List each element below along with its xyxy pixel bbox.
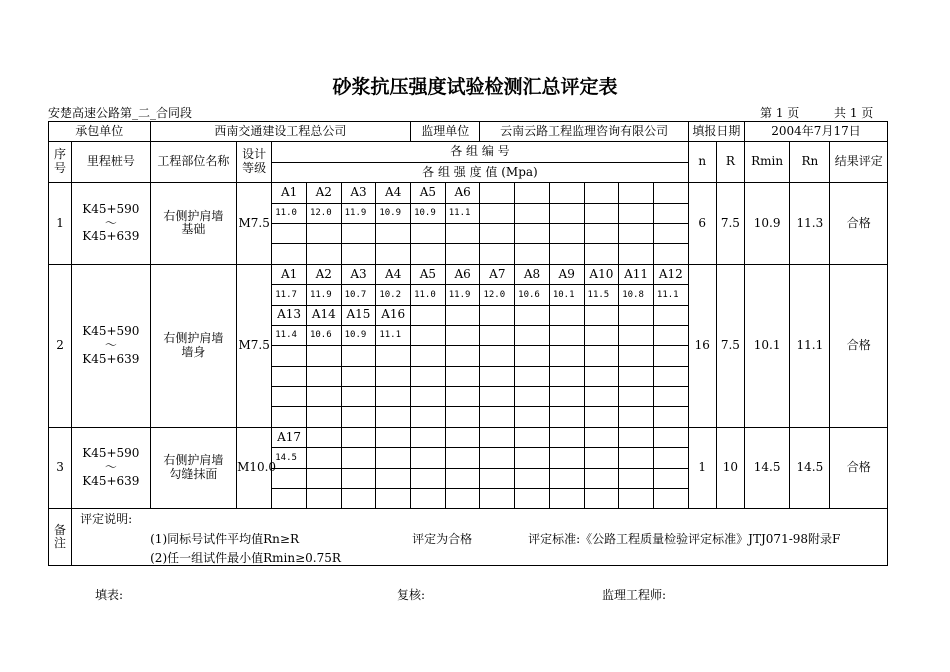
group-id-cell: A10 xyxy=(584,264,619,284)
group-id-cell: A5 xyxy=(411,183,446,203)
empty-cell xyxy=(411,387,446,407)
strength-value-cell xyxy=(341,448,376,468)
entry-station xyxy=(72,183,150,265)
entry-result: 合格 xyxy=(830,183,888,265)
empty-cell xyxy=(515,407,550,427)
group-id-cell xyxy=(584,427,619,447)
strength-value-cell xyxy=(619,203,654,223)
group-id-cell: A5 xyxy=(411,264,446,284)
empty-cell xyxy=(549,489,584,509)
empty-cell xyxy=(549,223,584,243)
strength-value-cell xyxy=(619,448,654,468)
entry-rn: 14.5 xyxy=(790,427,830,509)
entry-rmin: 14.5 xyxy=(745,427,790,509)
station-to: K45+639 xyxy=(82,474,140,489)
entry-rmin: 10.1 xyxy=(745,264,790,427)
empty-cell xyxy=(376,244,411,264)
empty-cell xyxy=(341,244,376,264)
empty-cell xyxy=(445,223,480,243)
strength-value-cell xyxy=(619,325,654,345)
entry-seq: 2 xyxy=(49,264,72,427)
entry-n: 16 xyxy=(688,264,716,427)
empty-cell xyxy=(515,223,550,243)
group-id-cell: A13 xyxy=(272,305,307,325)
strength-value-cell: 10.1 xyxy=(549,285,584,305)
station-to: K45+639 xyxy=(82,229,140,244)
empty-cell xyxy=(272,489,307,509)
empty-cell xyxy=(480,223,515,243)
strength-value-cell: 11.9 xyxy=(341,203,376,223)
group-id-cell xyxy=(619,183,654,203)
empty-cell xyxy=(445,387,480,407)
strength-value-cell xyxy=(584,203,619,223)
empty-cell xyxy=(306,407,341,427)
empty-cell xyxy=(376,346,411,366)
summary-table xyxy=(48,121,888,566)
empty-cell xyxy=(619,468,654,488)
empty-cell xyxy=(584,387,619,407)
contractor-value: 西南交通建设工程总公司 xyxy=(150,122,411,142)
empty-cell xyxy=(480,468,515,488)
empty-cell xyxy=(584,346,619,366)
entry-grade: M7.5 xyxy=(237,183,272,265)
group-id-cell xyxy=(619,427,654,447)
supervisor-label: 监理单位 xyxy=(411,122,480,142)
empty-cell xyxy=(376,223,411,243)
group-id-cell xyxy=(549,183,584,203)
strength-value-cell: 14.5 xyxy=(272,448,307,468)
group-id-cell: A2 xyxy=(306,183,341,203)
empty-cell xyxy=(549,366,584,386)
strength-value-cell: 10.7 xyxy=(341,285,376,305)
strength-value-cell: 11.9 xyxy=(445,285,480,305)
empty-cell xyxy=(306,468,341,488)
strength-value-cell xyxy=(653,448,688,468)
group-id-cell xyxy=(653,183,688,203)
strength-value-cell xyxy=(584,448,619,468)
group-id-cell: A16 xyxy=(376,305,411,325)
group-id-cell: A2 xyxy=(306,264,341,284)
empty-cell xyxy=(341,468,376,488)
header-part: 工程部位名称 xyxy=(150,142,236,183)
page-number: 第 1 页 xyxy=(760,106,800,120)
empty-cell xyxy=(272,346,307,366)
strength-value-cell xyxy=(653,325,688,345)
strength-value-cell xyxy=(480,325,515,345)
empty-cell xyxy=(515,366,550,386)
empty-cell xyxy=(619,223,654,243)
empty-cell xyxy=(515,346,550,366)
date-label: 填报日期 xyxy=(688,122,744,142)
group-id-cell xyxy=(549,305,584,325)
group-id-cell xyxy=(480,183,515,203)
strength-value-cell: 11.1 xyxy=(653,285,688,305)
page-title: 砂浆抗压强度试验检测汇总评定表 xyxy=(332,76,618,98)
empty-cell xyxy=(445,407,480,427)
empty-cell xyxy=(272,407,307,427)
empty-cell xyxy=(411,468,446,488)
empty-cell xyxy=(306,244,341,264)
group-id-cell xyxy=(653,427,688,447)
empty-cell xyxy=(653,346,688,366)
group-id-cell: A8 xyxy=(515,264,550,284)
strength-value-cell: 10.9 xyxy=(411,203,446,223)
entry-part: 右侧护肩墙墙身 xyxy=(150,264,236,427)
entry-rmin: 10.9 xyxy=(745,183,790,265)
header-n: n xyxy=(688,142,716,183)
entry-rn: 11.1 xyxy=(790,264,830,427)
empty-cell xyxy=(480,407,515,427)
empty-cell xyxy=(584,366,619,386)
empty-cell xyxy=(653,489,688,509)
remarks-verdict: 评定为合格 xyxy=(412,532,473,547)
empty-cell xyxy=(306,223,341,243)
empty-cell xyxy=(619,244,654,264)
empty-cell xyxy=(411,407,446,427)
empty-cell xyxy=(341,366,376,386)
empty-cell xyxy=(376,468,411,488)
empty-cell xyxy=(272,387,307,407)
strength-value-cell xyxy=(584,325,619,345)
strength-value-cell: 11.5 xyxy=(584,285,619,305)
entry-seq: 1 xyxy=(49,183,72,265)
group-id-cell xyxy=(515,305,550,325)
remarks-line-1: (1)同标号试件平均值Rn≥R xyxy=(150,532,299,547)
empty-cell xyxy=(306,489,341,509)
empty-cell xyxy=(515,489,550,509)
signature-filler: 填表: xyxy=(95,588,124,602)
empty-cell xyxy=(445,489,480,509)
empty-cell xyxy=(445,366,480,386)
date-value: 2004年7月17日 xyxy=(745,122,888,142)
empty-cell xyxy=(653,223,688,243)
header-result: 结果评定 xyxy=(830,142,888,183)
empty-cell xyxy=(411,366,446,386)
empty-cell xyxy=(549,407,584,427)
strength-value-cell xyxy=(549,325,584,345)
header-station: 里程桩号 xyxy=(72,142,150,183)
empty-cell xyxy=(306,366,341,386)
group-id-cell: A14 xyxy=(306,305,341,325)
strength-value-cell: 10.6 xyxy=(306,325,341,345)
group-id-cell: A7 xyxy=(480,264,515,284)
header-group-no: 各 组 编 号 xyxy=(272,142,688,162)
empty-cell xyxy=(584,407,619,427)
empty-cell xyxy=(549,468,584,488)
strength-value-cell xyxy=(411,448,446,468)
remarks-line-2: (2)任一组试件最小值Rmin≥0.75R xyxy=(150,551,341,566)
group-id-cell: A17 xyxy=(272,427,307,447)
strength-value-cell xyxy=(480,203,515,223)
strength-value-cell xyxy=(306,448,341,468)
contractor-label: 承包单位 xyxy=(49,122,151,142)
group-id-cell: A4 xyxy=(376,264,411,284)
header-r: R xyxy=(716,142,744,183)
group-id-cell xyxy=(515,427,550,447)
empty-cell xyxy=(376,366,411,386)
group-id-cell: A1 xyxy=(272,183,307,203)
strength-value-cell xyxy=(515,203,550,223)
group-id-cell: A6 xyxy=(445,183,480,203)
empty-cell xyxy=(480,244,515,264)
header-grade: 设计等级 xyxy=(237,142,272,183)
strength-value-cell: 12.0 xyxy=(306,203,341,223)
empty-cell xyxy=(549,346,584,366)
group-id-cell: A3 xyxy=(341,183,376,203)
empty-cell xyxy=(272,468,307,488)
empty-cell xyxy=(445,244,480,264)
group-id-cell xyxy=(445,427,480,447)
empty-cell xyxy=(515,244,550,264)
entry-result: 合格 xyxy=(830,264,888,427)
empty-cell xyxy=(341,387,376,407)
group-id-cell xyxy=(480,305,515,325)
entry-r: 10 xyxy=(716,427,744,509)
strength-value-cell xyxy=(515,325,550,345)
remarks-content xyxy=(72,509,888,566)
strength-value-cell xyxy=(445,325,480,345)
group-id-cell: A9 xyxy=(549,264,584,284)
entry-rn: 11.3 xyxy=(790,183,830,265)
group-id-cell xyxy=(306,427,341,447)
group-id-cell: A3 xyxy=(341,264,376,284)
remarks-standard: 评定标准:《公路工程质量检验评定标准》JTJ071-98附录F xyxy=(528,532,841,547)
group-id-cell: A4 xyxy=(376,183,411,203)
group-id-cell xyxy=(549,427,584,447)
empty-cell xyxy=(411,346,446,366)
group-id-cell xyxy=(584,183,619,203)
empty-cell xyxy=(341,223,376,243)
page-total: 共 1 页 xyxy=(834,106,874,120)
group-id-cell xyxy=(376,427,411,447)
strength-value-cell xyxy=(549,448,584,468)
table-row xyxy=(49,427,888,447)
entry-grade: M10.0 xyxy=(237,427,272,509)
supervisor-value: 云南云路工程监理咨询有限公司 xyxy=(480,122,688,142)
info-row xyxy=(49,122,888,142)
empty-cell xyxy=(411,244,446,264)
empty-cell xyxy=(480,346,515,366)
empty-cell xyxy=(445,468,480,488)
empty-cell xyxy=(515,387,550,407)
empty-cell xyxy=(653,366,688,386)
group-id-cell: A6 xyxy=(445,264,480,284)
empty-cell xyxy=(584,223,619,243)
group-id-cell xyxy=(411,427,446,447)
table-row xyxy=(49,183,888,203)
empty-cell xyxy=(376,489,411,509)
group-id-cell: A1 xyxy=(272,264,307,284)
empty-cell xyxy=(480,366,515,386)
empty-cell xyxy=(445,346,480,366)
header-rn: Rn xyxy=(790,142,830,183)
group-id-cell xyxy=(515,183,550,203)
group-id-cell: A15 xyxy=(341,305,376,325)
strength-value-cell xyxy=(376,448,411,468)
empty-cell xyxy=(272,223,307,243)
station-from: K45+590 xyxy=(82,324,140,339)
empty-cell xyxy=(653,468,688,488)
empty-cell xyxy=(653,244,688,264)
entry-n: 1 xyxy=(688,427,716,509)
strength-value-cell: 10.8 xyxy=(619,285,654,305)
station-from: K45+590 xyxy=(82,201,140,216)
empty-cell xyxy=(515,468,550,488)
table-row xyxy=(49,264,888,284)
strength-value-cell: 10.9 xyxy=(341,325,376,345)
empty-cell xyxy=(376,407,411,427)
group-id-cell xyxy=(653,305,688,325)
strength-value-cell: 11.1 xyxy=(445,203,480,223)
strength-value-cell: 11.1 xyxy=(376,325,411,345)
empty-cell xyxy=(619,366,654,386)
entry-part: 右侧护肩墙基础 xyxy=(150,183,236,265)
empty-cell xyxy=(619,346,654,366)
strength-value-cell: 11.4 xyxy=(272,325,307,345)
strength-value-cell: 12.0 xyxy=(480,285,515,305)
strength-value-cell: 11.0 xyxy=(272,203,307,223)
empty-cell xyxy=(584,244,619,264)
strength-value-cell xyxy=(549,203,584,223)
entry-result: 合格 xyxy=(830,427,888,509)
group-id-cell xyxy=(619,305,654,325)
group-id-cell: A11 xyxy=(619,264,654,284)
empty-cell xyxy=(619,387,654,407)
empty-cell xyxy=(619,407,654,427)
strength-value-cell: 11.0 xyxy=(411,285,446,305)
empty-cell xyxy=(480,489,515,509)
station-separator: ～ xyxy=(104,460,117,475)
empty-cell xyxy=(619,489,654,509)
header-strength: 各 组 强 度 值 (Mpa) xyxy=(272,162,688,182)
strength-value-cell xyxy=(480,448,515,468)
group-id-cell xyxy=(411,305,446,325)
strength-value-cell: 10.9 xyxy=(376,203,411,223)
station-from: K45+590 xyxy=(82,446,140,461)
signature-engineer: 监理工程师: xyxy=(602,588,667,602)
empty-cell xyxy=(306,387,341,407)
entry-r: 7.5 xyxy=(716,264,744,427)
entry-grade: M7.5 xyxy=(237,264,272,427)
empty-cell xyxy=(341,407,376,427)
group-id-cell xyxy=(480,427,515,447)
empty-cell xyxy=(480,387,515,407)
empty-cell xyxy=(549,387,584,407)
entry-n: 6 xyxy=(688,183,716,265)
station-to: K45+639 xyxy=(82,351,140,366)
group-id-cell: A12 xyxy=(653,264,688,284)
empty-cell xyxy=(341,489,376,509)
remarks-label: 备注 xyxy=(49,509,72,566)
empty-cell xyxy=(272,366,307,386)
empty-cell xyxy=(376,387,411,407)
entry-station xyxy=(72,427,150,509)
group-id-cell xyxy=(445,305,480,325)
empty-cell xyxy=(653,387,688,407)
strength-value-cell xyxy=(653,203,688,223)
empty-cell xyxy=(584,468,619,488)
empty-cell xyxy=(411,223,446,243)
entry-station xyxy=(72,264,150,427)
strength-value-cell: 10.6 xyxy=(515,285,550,305)
strength-value-cell xyxy=(515,448,550,468)
entry-r: 7.5 xyxy=(716,183,744,265)
station-separator: ～ xyxy=(104,215,117,230)
header-rmin: Rmin xyxy=(745,142,790,183)
empty-cell xyxy=(341,346,376,366)
header-seq: 序号 xyxy=(49,142,72,183)
strength-value-cell: 10.2 xyxy=(376,285,411,305)
empty-cell xyxy=(411,489,446,509)
empty-cell xyxy=(584,489,619,509)
station-separator: ～ xyxy=(104,337,117,352)
strength-value-cell xyxy=(411,325,446,345)
empty-cell xyxy=(549,244,584,264)
empty-cell xyxy=(653,407,688,427)
strength-value-cell: 11.7 xyxy=(272,285,307,305)
empty-cell xyxy=(272,244,307,264)
signature-reviewer: 复核: xyxy=(397,588,426,602)
strength-value-cell xyxy=(445,448,480,468)
empty-cell xyxy=(306,346,341,366)
remarks-heading: 评定说明: xyxy=(80,512,133,527)
strength-value-cell: 11.9 xyxy=(306,285,341,305)
group-id-cell xyxy=(584,305,619,325)
entry-part: 右侧护肩墙勾缝抹面 xyxy=(150,427,236,509)
entry-seq: 3 xyxy=(49,427,72,509)
group-id-cell xyxy=(341,427,376,447)
contract-section: 安楚高速公路第_二_合同段 xyxy=(48,106,193,120)
